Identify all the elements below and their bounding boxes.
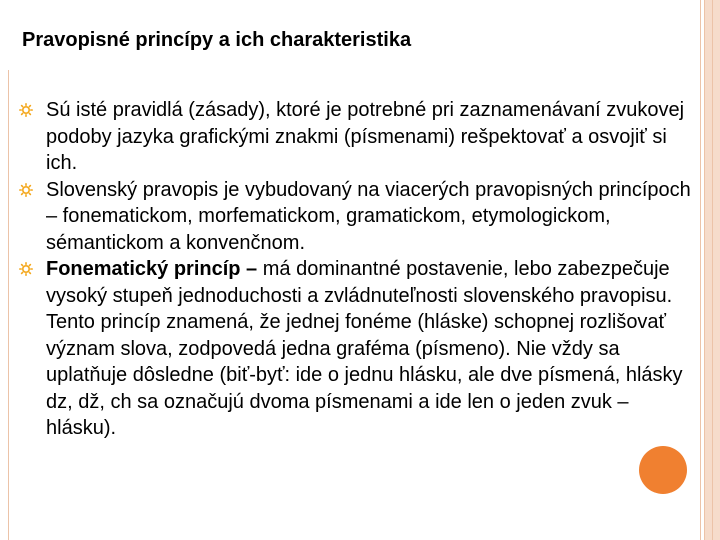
bullet-text: má dominantné postavenie, lebo zabezpečuje vysoký stupeň jednoduchosti a zvládnuteľnosti slovenského pravopisu. Tento princíp znamená, že jednej fonéme (hláske) schopnej rozlišovať význam slova, zodpovedá jedna graféma (písmeno). Nie vždy sa uplatňuje dôsledne (biť-byť: ide o jednu hlásku, ale dve písmená, hlásky dz, dž, ch sa označujú dvoma písmenami a ide len o jeden zvuk – hlásku). bbox=[46, 258, 683, 439]
sun-bullet-icon bbox=[19, 103, 33, 117]
bullet-text: Sú isté pravidlá (zásady), ktoré je potrebné pri zaznamenávaní zvukovej podoby jazyka grafickými znakmi (písmenami) rešpektovať a osvojiť si ich. bbox=[46, 99, 685, 174]
bullet-item bbox=[18, 177, 692, 257]
decorative-frame-line bbox=[712, 0, 713, 540]
accent-dot bbox=[639, 446, 687, 494]
slide-title: Pravopisné princípy a ich charakteristika bbox=[22, 29, 412, 51]
decorative-frame-line bbox=[8, 70, 9, 540]
decorative-frame-line bbox=[704, 0, 705, 540]
bullet-item bbox=[18, 256, 692, 442]
sun-bullet-icon bbox=[19, 262, 33, 276]
bullet-text: Slovenský pravopis je vybudovaný na viacerých pravopisných princípoch – fonematickom, morfematickom, gramatickom, etymologickom, sémantickom a konvenčnom. bbox=[46, 178, 691, 254]
bullet-list bbox=[18, 97, 692, 442]
bullet-bold-lead: Fonematický princíp – bbox=[46, 258, 258, 280]
bullet-item bbox=[18, 97, 692, 177]
sun-bullet-icon bbox=[19, 183, 33, 197]
decorative-frame-line bbox=[700, 0, 701, 540]
